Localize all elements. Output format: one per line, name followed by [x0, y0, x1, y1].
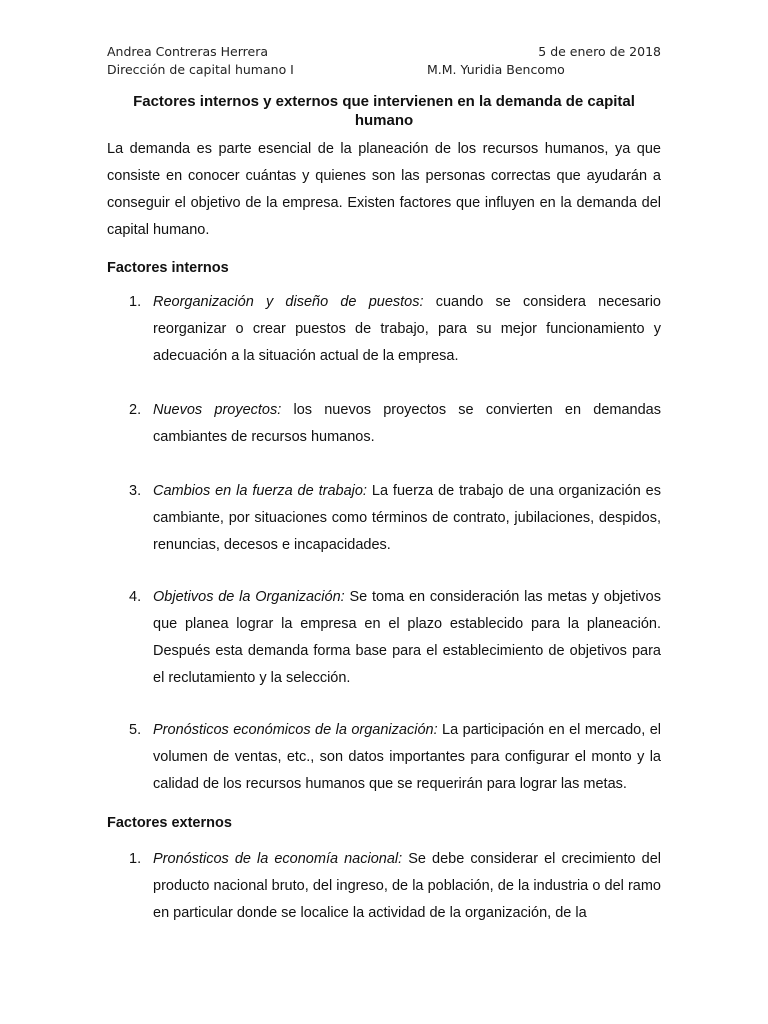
item-text: Se toma en consideración las metas y objetivos que planea lograr la empresa en el plazo establecido para la planeación. Después esta demanda forma base para el establecimiento de objetivos para el reclutamiento y la selección.	[153, 589, 661, 686]
internal-item-3	[107, 478, 661, 559]
item-text: La participación en el mercado, el volumen de ventas, etc., son datos importantes para configurar el monto y la calidad de los recursos humanos que se requerirán para lograr las metas.	[153, 722, 661, 792]
internal-factors-heading: Factores internos	[107, 260, 229, 276]
item-number: 3.	[129, 483, 142, 499]
item-title: Nuevos proyectos:	[153, 402, 282, 418]
item-body	[153, 717, 661, 798]
item-number: 2.	[129, 402, 142, 418]
external-factors-heading: Factores externos	[107, 815, 232, 831]
item-title: Pronósticos de la economía nacional:	[153, 851, 403, 867]
item-body	[153, 584, 661, 692]
header-row-2	[107, 62, 661, 80]
item-body	[153, 846, 661, 927]
external-item-1	[107, 846, 661, 927]
item-body	[153, 397, 661, 451]
internal-item-1	[107, 289, 661, 370]
item-title: Cambios en la fuerza de trabajo:	[153, 483, 367, 499]
item-number: 5.	[129, 722, 142, 738]
course-name: Dirección de capital humano I	[107, 62, 294, 77]
item-body	[153, 289, 661, 370]
document-title: Factores internos y externos que intervienen en la demanda de capital humano	[133, 93, 635, 129]
item-text: Se debe considerar el crecimiento del producto nacional bruto, del ingreso, de la población, de la industria o del ramo en particular donde se localice la actividad de la organización, de la	[153, 851, 661, 921]
item-title: Reorganización y diseño de puestos:	[153, 294, 424, 310]
item-number: 4.	[129, 589, 142, 605]
intro-paragraph: La demanda es parte esencial de la planeación de los recursos humanos, ya que consiste en conocer cuántas y quienes son las personas correctas que ayudarán a conseguir el objetivo de la empresa. Existen factores que influyen en la demanda del capital humano.	[107, 141, 661, 238]
author-name: Andrea Contreras Herrera	[107, 44, 268, 59]
item-text: los nuevos proyectos se convierten en demandas cambiantes de recursos humanos.	[153, 402, 661, 445]
item-title: Objetivos de la Organización:	[153, 589, 345, 605]
item-text: La fuerza de trabajo de una organización es cambiante, por situaciones como términos de contrato, jubilaciones, despidos, renuncias, decesos e incapacidades.	[153, 483, 661, 553]
document-header	[107, 44, 661, 80]
internal-item-2	[107, 397, 661, 451]
teacher-name: M.M. Yuridia Bencomo	[427, 62, 565, 77]
internal-item-4	[107, 584, 661, 692]
header-row-1	[107, 44, 661, 62]
item-text: cuando se considera necesario reorganizar o crear puestos de trabajo, para su mejor funcionamiento y adecuación a la situación actual de la empresa.	[153, 294, 661, 364]
item-number: 1.	[129, 851, 142, 867]
item-body	[153, 478, 661, 559]
item-number: 1.	[129, 294, 142, 310]
internal-item-5	[107, 717, 661, 798]
document-date: 5 de enero de 2018	[538, 44, 661, 59]
item-title: Pronósticos económicos de la organización:	[153, 722, 438, 738]
